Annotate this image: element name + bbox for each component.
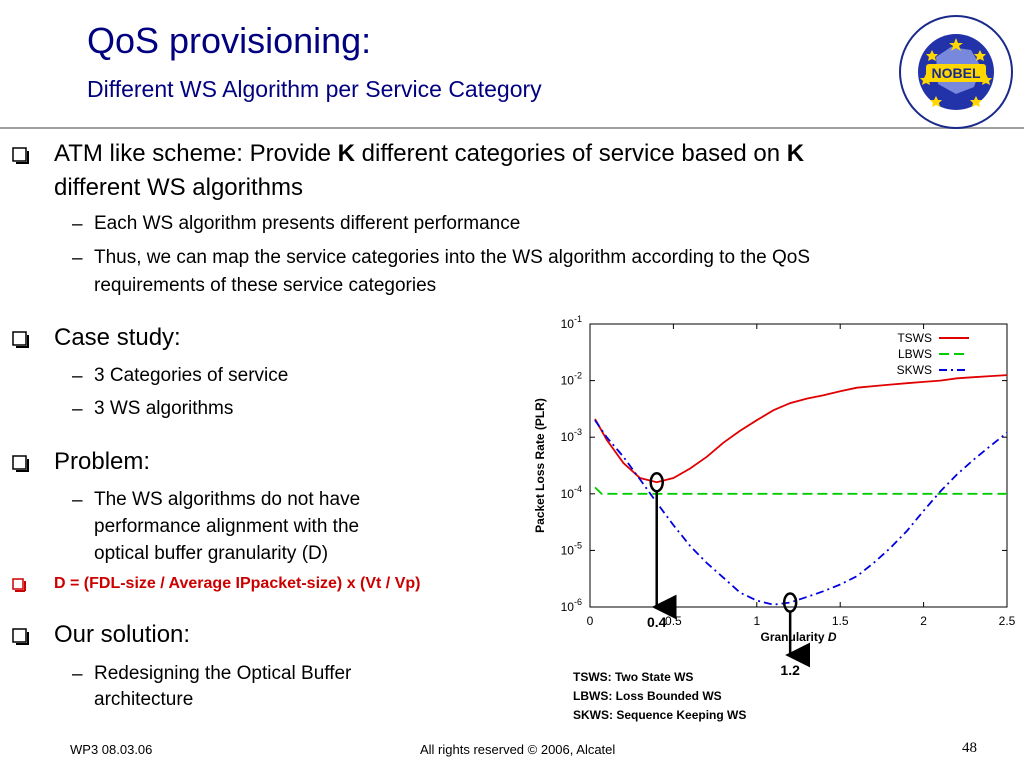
sub-bullet-map-line2: requirements of these service categories [94, 275, 437, 296]
y-tick-label: $10^{-6}$ [560, 597, 582, 614]
plr-chart [520, 310, 1024, 680]
dash-marker: – [72, 490, 83, 511]
legend-label-lbws: LBWS [897, 347, 932, 361]
bullet-case-study: Case study: [54, 324, 181, 351]
dash-marker: – [72, 399, 83, 420]
note-lbws: LBWS: Loss Bounded WS [573, 689, 722, 703]
y-tick-label: $10^{-3}$ [560, 427, 582, 445]
bullet-atm-scheme-line2: different WS algorithms [54, 174, 303, 201]
note-tsws: TSWS: Two State WS [573, 670, 694, 684]
sub-bullet-performance: Each WS algorithm presents different performance [94, 213, 521, 234]
sub-bullet-solution-l2: architecture [94, 689, 194, 710]
title-divider [0, 127, 1024, 129]
checkbox-bullet-icon [12, 147, 30, 165]
dash-marker: – [72, 248, 83, 269]
sub-bullet-map-line1: Thus, we can map the service categories into the WS algorithm according to the QoS [94, 247, 811, 268]
granularity-formula: D = (FDL-size / Average IPpacket-size) x (Vt / Vp) [54, 575, 421, 592]
logo-text: NOBEL [931, 65, 981, 81]
y-tick-label: $10^{-1}$ [560, 314, 582, 331]
sub-bullet-problem-l2: performance alignment with the [94, 516, 360, 537]
bullet-atm-scheme: ATM like scheme: Provide K different categories of service based on K [54, 140, 805, 167]
slide-title: QoS provisioning: [87, 20, 372, 61]
footer-left: WP3 08.03.06 [70, 742, 153, 757]
bullet-problem: Problem: [54, 448, 151, 475]
x-tick-label: 1.5 [831, 614, 849, 628]
page-number: 48 [962, 740, 977, 756]
y-axis-label: Packet Loss Rate (PLR) [533, 398, 547, 533]
y-tick-label: $10^{-2}$ [560, 370, 582, 388]
bullet-solution: Our solution: [54, 621, 191, 648]
dash-marker: – [72, 214, 83, 235]
annotation-label: 1.2 [780, 662, 800, 678]
x-axis-label: Granularity D [760, 630, 837, 644]
x-tick-label: 0 [586, 614, 594, 628]
footer-center: All rights reserved © 2006, Alcatel [420, 742, 616, 757]
note-skws: SKWS: Sequence Keeping WS [573, 708, 747, 722]
x-tick-label: 2.5 [998, 614, 1016, 628]
sub-bullet-algorithms: 3 WS algorithms [94, 398, 234, 419]
slide-subtitle: Different WS Algorithm per Service Category [87, 76, 542, 102]
checkbox-bullet-icon [12, 628, 30, 646]
checkbox-bullet-icon [12, 578, 26, 592]
legend-label-skws: SKWS [896, 363, 932, 377]
sub-bullet-problem-l3: optical buffer granularity (D) [94, 543, 329, 564]
x-tick-label: 2 [920, 614, 927, 628]
series-line-tsws [595, 375, 1007, 482]
sub-bullet-categories: 3 Categories of service [94, 365, 289, 386]
annotation-label: 0.4 [646, 614, 667, 630]
dash-marker: – [72, 664, 83, 685]
x-tick-label: 1 [753, 614, 761, 628]
checkbox-bullet-icon [12, 455, 30, 473]
y-tick-label: $10^{-5}$ [560, 540, 582, 558]
sub-bullet-problem-l1: The WS algorithms do not have [94, 489, 361, 510]
y-tick-label: $10^{-4}$ [560, 483, 582, 501]
x-tick-label: 0.5 [665, 614, 682, 628]
nobel-logo [896, 12, 1016, 132]
plot-frame [590, 324, 1007, 607]
legend-label-tsws: TSWS [897, 331, 932, 345]
dash-marker: – [72, 366, 83, 387]
checkbox-bullet-icon [12, 331, 30, 349]
sub-bullet-solution-l1: Redesigning the Optical Buffer [94, 663, 352, 684]
